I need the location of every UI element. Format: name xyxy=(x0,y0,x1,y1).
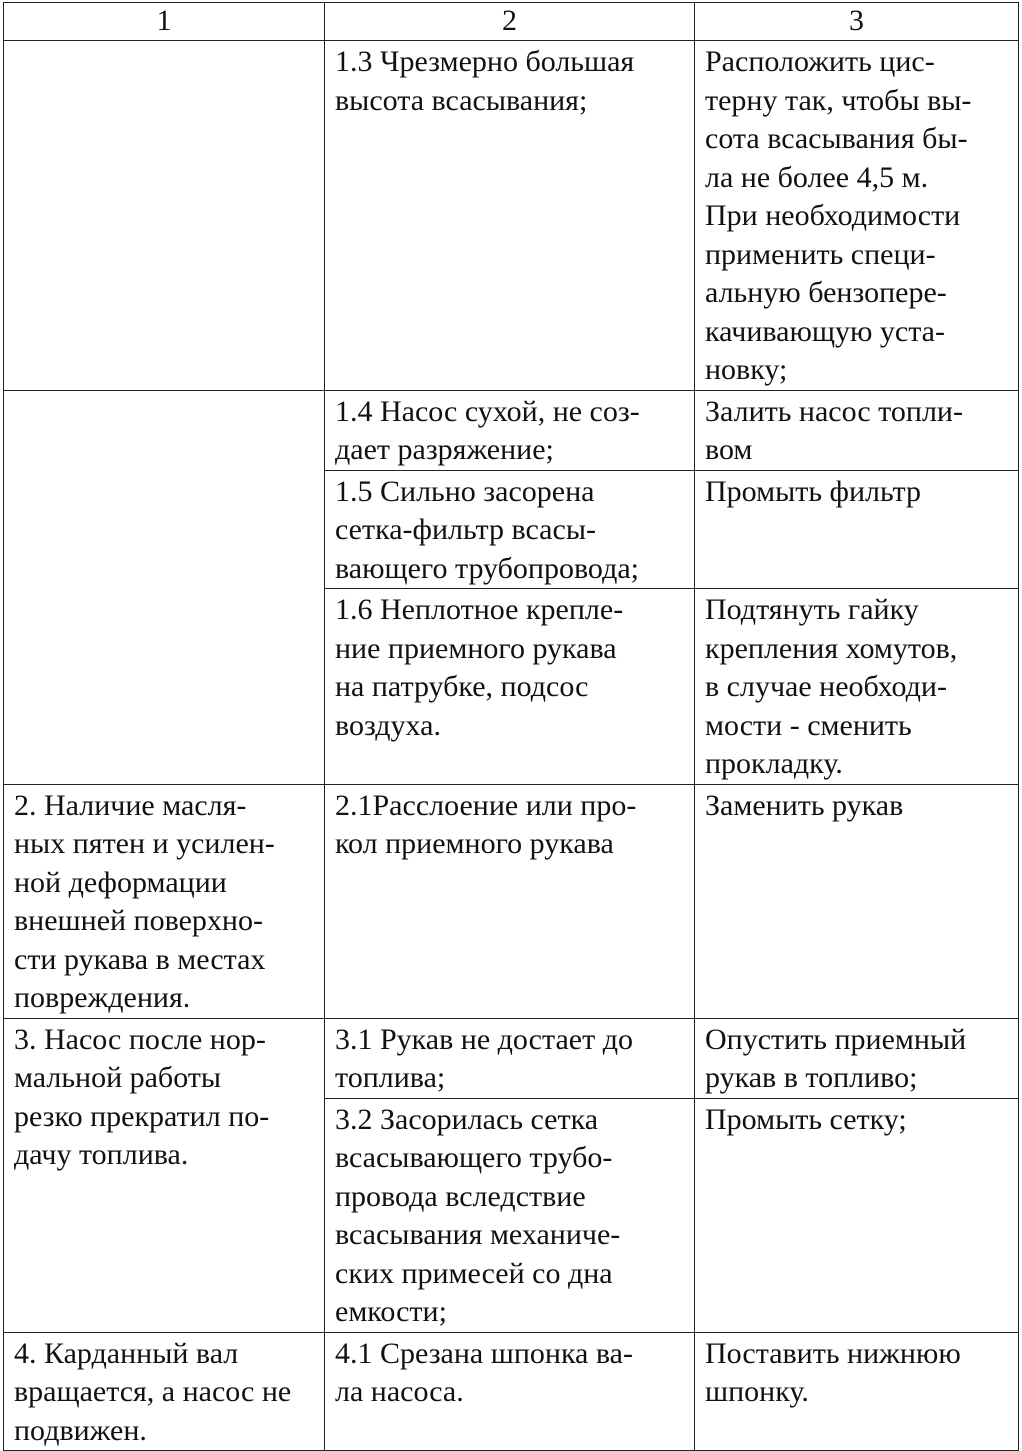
header-row xyxy=(4,3,1019,41)
remedy-cell: Заменить рукав xyxy=(695,784,1019,1018)
malfunction-cell: 2. Наличие масля- ных пятен и усилен- ной деформации внешней поверхно- сти рукава в местах повреждения. xyxy=(4,784,325,1018)
malfunction-cell: 3. Насос после нор- мальной работы резко прекратил по- дачу топлива. xyxy=(4,1018,325,1332)
table-row xyxy=(4,784,1019,1018)
remedy-cell: Расположить цис- терну так, чтобы вы- сота всасывания бы- ла не более 4,5 м. При необходимости применить специ- альную бензопере- качивающую уста- новку; xyxy=(695,41,1019,391)
table-row xyxy=(4,41,1019,391)
troubleshooting-table xyxy=(3,2,1019,1451)
header-cell-2: 2 xyxy=(325,3,695,41)
cause-cell: 2.1Расслоение или про- кол приемного рукава xyxy=(325,784,695,1018)
header-cell-1: 1 xyxy=(4,3,325,41)
remedy-cell: Опустить приемный рукав в топливо; xyxy=(695,1018,1019,1098)
table-cell-empty xyxy=(4,390,325,784)
table-row xyxy=(4,1018,1019,1098)
cause-cell: 3.1 Рукав не достает до топлива; xyxy=(325,1018,695,1098)
table-row xyxy=(4,1332,1019,1451)
cause-cell: 4.1 Срезана шпонка ва- ла насоса. xyxy=(325,1332,695,1451)
remedy-cell: Залить насос топли- вом xyxy=(695,390,1019,470)
table-row xyxy=(4,390,1019,470)
remedy-cell: Промыть сетку; xyxy=(695,1098,1019,1332)
remedy-cell: Поставить нижнюю шпонку. xyxy=(695,1332,1019,1451)
malfunction-cell: 4. Карданный вал вращается, а насос не подвижен. xyxy=(4,1332,325,1451)
cause-cell: 1.6 Неплотное крепле- ние приемного рукава на патрубке, подсос воздуха. xyxy=(325,589,695,785)
header-cell-3: 3 xyxy=(695,3,1019,41)
cause-cell: 1.4 Насос сухой, не соз- дает разряжение; xyxy=(325,390,695,470)
remedy-cell: Промыть фильтр xyxy=(695,470,1019,589)
table-cell-empty xyxy=(4,41,325,391)
remedy-cell: Подтянуть гайку крепления хомутов, в случае необходи- мости - сменить прокладку. xyxy=(695,589,1019,785)
cause-cell: 1.5 Сильно засорена сетка-фильтр всасы- вающего трубопровода; xyxy=(325,470,695,589)
cause-cell: 1.3 Чрезмерно большая высота всасывания; xyxy=(325,41,695,391)
cause-cell: 3.2 Засорилась сетка всасывающего трубо- провода вследствие всасывания механиче- ских примесей со дна емкости; xyxy=(325,1098,695,1332)
